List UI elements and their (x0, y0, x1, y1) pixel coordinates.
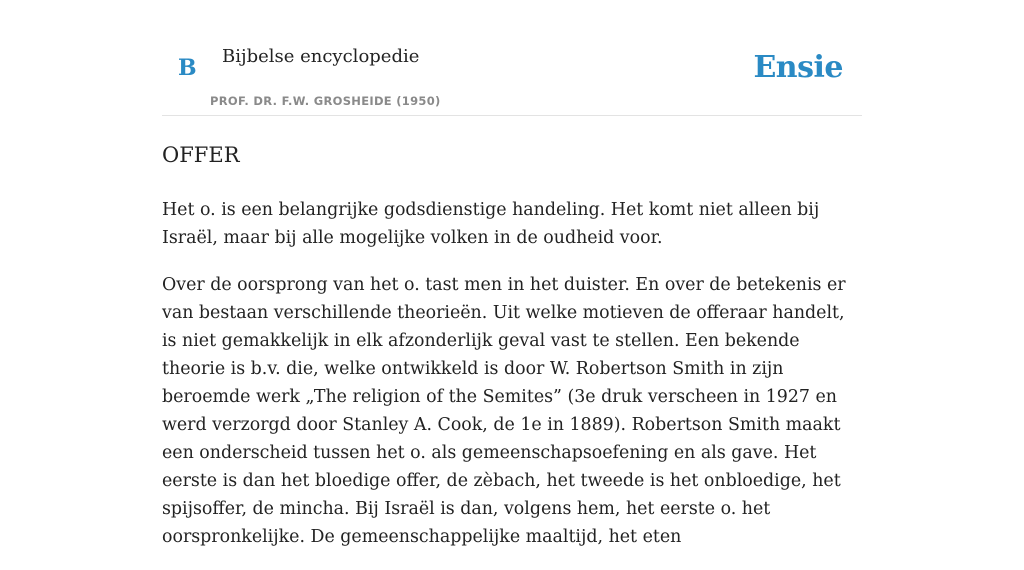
book-letter-icon[interactable]: B (178, 55, 197, 81)
article-title: OFFER (162, 143, 240, 167)
article (162, 140, 862, 570)
book-author: PROF. DR. F.W. GROSHEIDE (1950) (210, 94, 441, 108)
page-header (162, 0, 862, 116)
article-paragraph: Het o. is een belangrijke godsdienstige handeling. Het komt niet alleen bij Israël, maar bij alle mogelijke volken in de oudheid voor. (162, 200, 820, 248)
article-paragraph: Over de oorsprong van het o. tast men in het duister. En over de betekenis er van bestaan verschillende theorieën. Uit welke motieven de offeraar handelt, is niet gemakkelijk in elk afzonderlijk geval vast te stellen. Een bekende theorie is b.v. die, welke ontwikkeld is door W. Robertson Smith in zijn beroemde werk „The religion of the Semites” (3e druk verscheen in 1927 en werd verzorgd door Stanley A. Cook, de 1e in 1889). Robertson Smith maakt een onderscheid tussen het o. als gemeenschapsoefening en als gave. Het eerste is dan het bloedige offer, de zèbach, het tweede is het onbloedige, het spijsoffer, de mincha. Bij Israël is dan, volgens hem, het eerste o. het oorspronkelijke. De gemeenschappelijke maaltijd, het eten (162, 275, 846, 547)
book-title-link[interactable]: Bijbelse encyclopedie (222, 46, 420, 67)
ensie-logo[interactable]: Ensie (753, 50, 843, 85)
